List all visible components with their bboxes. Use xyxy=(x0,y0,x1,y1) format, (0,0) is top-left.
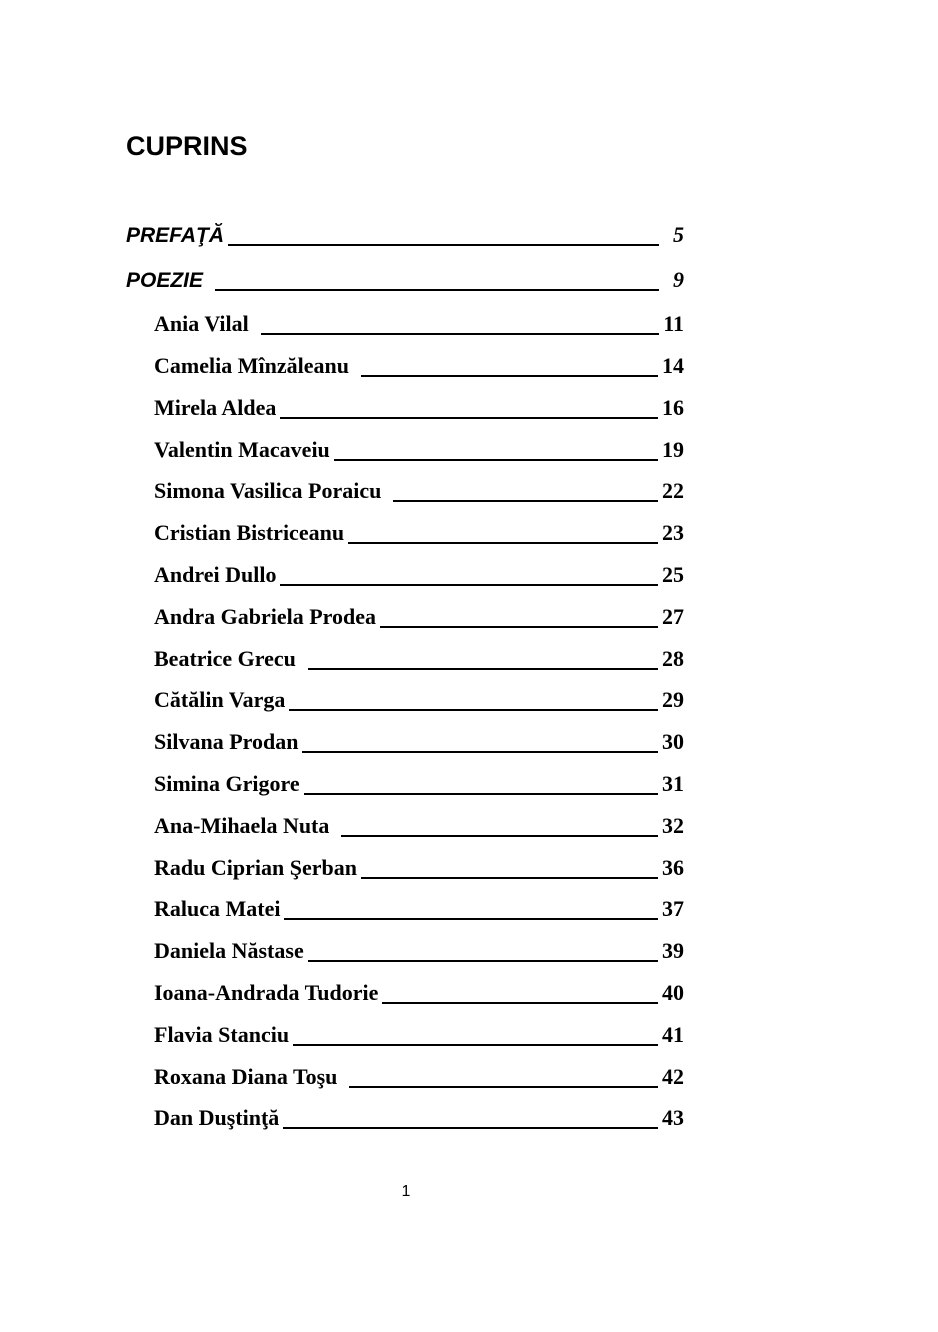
dot-leader xyxy=(334,459,658,461)
dot-leader xyxy=(361,877,658,879)
toc-entry[interactable] xyxy=(154,308,684,340)
dot-leader xyxy=(302,751,658,753)
toc-page-number: 27 xyxy=(662,604,684,629)
toc-page-number: 31 xyxy=(662,771,684,796)
toc-page-number: 22 xyxy=(662,478,684,503)
toc-page-number: 40 xyxy=(662,980,684,1005)
toc-entry-name: Cătălin Varga xyxy=(154,687,286,712)
toc-entry[interactable] xyxy=(154,893,684,925)
toc-page-number: 5 xyxy=(673,222,684,247)
toc-entry[interactable] xyxy=(154,475,684,507)
toc-entry[interactable] xyxy=(154,977,684,1009)
toc-entry-name: Camelia Mînzăleanu xyxy=(154,353,349,378)
toc-page-number: 19 xyxy=(662,437,684,462)
toc-entry[interactable] xyxy=(154,768,684,800)
toc-section-label: PREFAŢĂ xyxy=(126,224,225,247)
toc-entry[interactable] xyxy=(154,392,684,424)
dot-leader xyxy=(293,1044,658,1046)
toc-page-number: 11 xyxy=(663,311,684,336)
toc-entry-name: Radu Ciprian Şerban xyxy=(154,855,357,880)
dot-leader xyxy=(280,584,658,586)
toc-entry-name: Ana-Mihaela Nuta xyxy=(154,813,330,838)
toc-entry[interactable] xyxy=(154,726,684,758)
dot-leader xyxy=(349,1086,658,1088)
dot-leader xyxy=(393,500,658,502)
toc-page-number: 42 xyxy=(662,1064,684,1089)
toc-entry-name: Flavia Stanciu xyxy=(154,1022,290,1047)
toc-page-number: 30 xyxy=(662,729,684,754)
page-title: CUPRINS xyxy=(126,131,248,161)
dot-leader xyxy=(361,375,658,377)
toc-entry-name: Simina Grigore xyxy=(154,771,300,796)
dot-leader xyxy=(284,918,658,920)
dot-leader xyxy=(228,244,659,246)
toc-section-prefata[interactable] xyxy=(126,219,684,251)
toc-entry[interactable] xyxy=(154,852,684,884)
toc-entry[interactable] xyxy=(154,350,684,382)
toc-page-number: 43 xyxy=(662,1105,684,1130)
toc-entry[interactable] xyxy=(154,1019,684,1051)
toc-entry-name: Roxana Diana Toşu xyxy=(154,1064,338,1089)
toc-page-number: 16 xyxy=(662,395,684,420)
toc-entry-name: Cristian Bistriceanu xyxy=(154,520,345,545)
toc-entry-name: Andra Gabriela Prodea xyxy=(154,604,377,629)
dot-leader xyxy=(341,835,658,837)
toc-page-number: 37 xyxy=(662,896,684,921)
page-number-footer: 1 xyxy=(401,1183,411,1200)
dot-leader xyxy=(215,289,659,291)
toc-page-number: 39 xyxy=(662,938,684,963)
toc-entry-name: Dan Duştinţă xyxy=(154,1105,280,1130)
toc-page-number: 14 xyxy=(662,353,684,378)
dot-leader xyxy=(380,626,658,628)
toc-entry-name: Silvana Prodan xyxy=(154,729,299,754)
toc-page-number: 28 xyxy=(662,646,684,671)
toc-page-number: 41 xyxy=(662,1022,684,1047)
toc-entry-name: Ania Vilal xyxy=(154,311,249,336)
toc-entry[interactable] xyxy=(154,1102,684,1134)
toc-entry-name: Daniela Năstase xyxy=(154,938,304,963)
dot-leader xyxy=(289,709,658,711)
toc-entry-name: Ioana-Andrada Tudorie xyxy=(154,980,379,1005)
dot-leader xyxy=(261,333,659,335)
toc-entry-name: Mirela Aldea xyxy=(154,395,277,420)
toc-entry-name: Andrei Dullo xyxy=(154,562,277,587)
dot-leader xyxy=(280,417,658,419)
toc-entry[interactable] xyxy=(154,434,684,466)
toc-section-label: POEZIE xyxy=(126,269,204,292)
toc-entry[interactable] xyxy=(154,935,684,967)
toc-page-number: 29 xyxy=(662,687,684,712)
toc-page-number: 9 xyxy=(673,267,684,292)
toc-page-number: 32 xyxy=(662,813,684,838)
dot-leader xyxy=(348,542,658,544)
toc-section-poezie[interactable] xyxy=(126,264,684,296)
toc-entry-name: Valentin Macaveiu xyxy=(154,437,330,462)
toc-entry[interactable] xyxy=(154,684,684,716)
toc-entry[interactable] xyxy=(154,1061,684,1093)
toc-entry-name: Simona Vasilica Poraicu xyxy=(154,478,382,503)
toc-entry[interactable] xyxy=(154,601,684,633)
toc-page-number: 23 xyxy=(662,520,684,545)
dot-leader xyxy=(304,793,658,795)
dot-leader xyxy=(308,668,658,670)
toc-entry[interactable] xyxy=(154,517,684,549)
toc-page-number: 36 xyxy=(662,855,684,880)
toc-page-number: 25 xyxy=(662,562,684,587)
toc-entry[interactable] xyxy=(154,810,684,842)
toc-entry[interactable] xyxy=(154,643,684,675)
toc-entry-name: Raluca Matei xyxy=(154,896,281,921)
dot-leader xyxy=(283,1127,658,1129)
dot-leader xyxy=(382,1002,658,1004)
dot-leader xyxy=(308,960,658,962)
toc-entry-name: Beatrice Grecu xyxy=(154,646,296,671)
toc-entry[interactable] xyxy=(154,559,684,591)
